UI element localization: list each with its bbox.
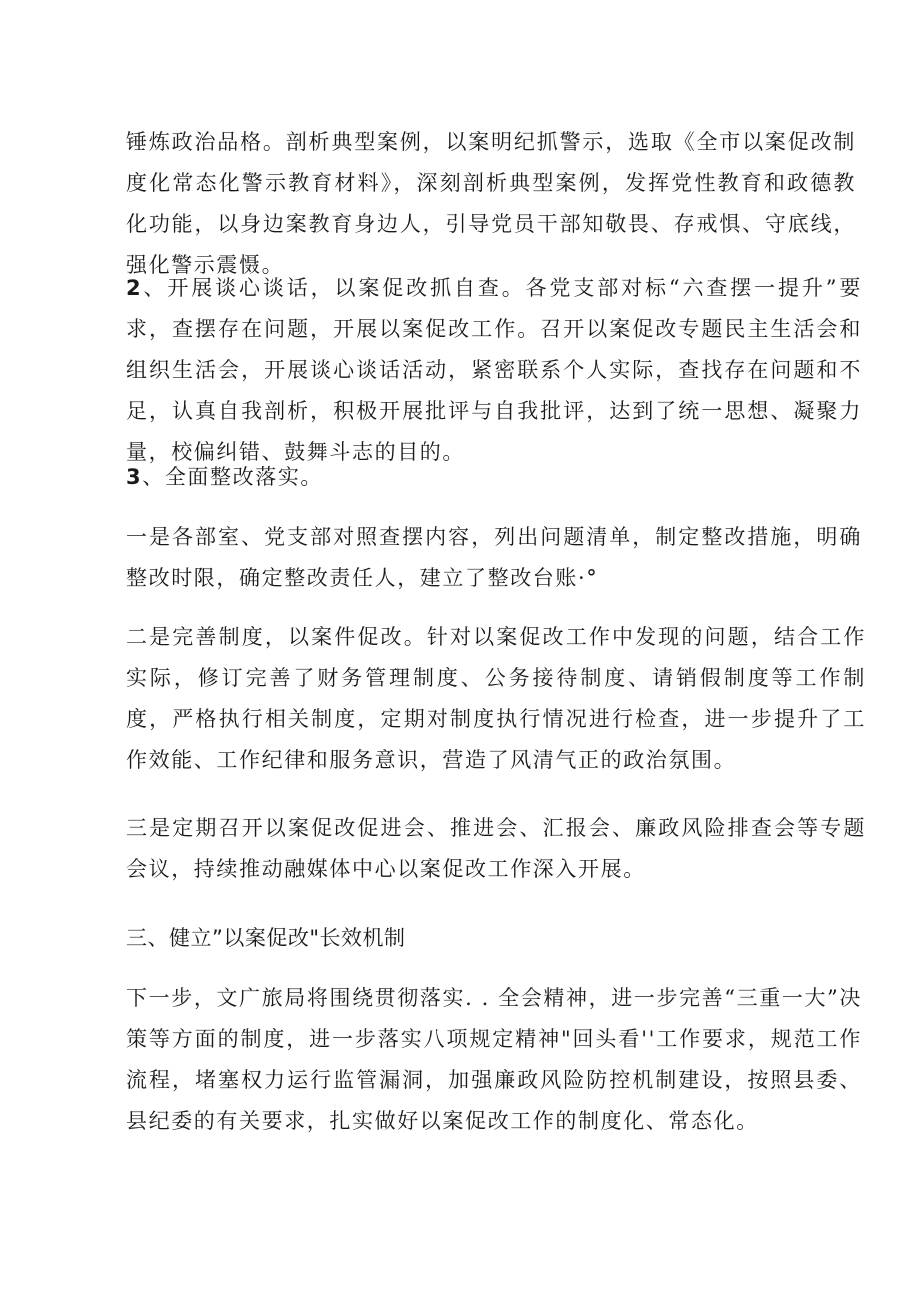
paragraph-1 xyxy=(126,122,856,286)
paragraph-6-text: 三是定期召开以案促改促进会、推进会、汇报会、廉政风险排查会等专题会议，持续推动融媒体中心以案促改工作深入开展。 xyxy=(126,816,866,881)
paragraph-4 xyxy=(126,517,862,599)
paragraph-6 xyxy=(126,808,866,890)
paragraph-2-text: 、开展谈心谈话，以案促改抓自查。各党支部对标“六查摆一提升”要求，查摆存在问题，开展以案促改工作。召开以案促改专题民主生活会和组织生活会，开展谈心谈话活动，紧密联系个人实际，查找存在问题和不足，认真自我剖析，积极开展批评与自我批评，达到了统一思想、凝聚力量，校偏纠错、鼓舞斗志的目的。 xyxy=(126,276,862,464)
paragraph-5-text: 二是完善制度，以案件促改。针对以案促改工作中发现的问题，结合工作实际，修订完善了财务管理制度、公务接待制度、请销假制度等工作制度，严格执行相关制度，定期对制度执行情况进行检查，进一步提升了工作效能、工作纪律和服务意识，营造了风清气正的政治氛围。 xyxy=(126,625,866,772)
paragraph-7 xyxy=(126,978,862,1142)
paragraph-4-text: 一是各部室、党支部对照查摆内容，列出问题清单，制定整改措施，明确整改时限，确定整改责任人，建立了整改台账·° xyxy=(126,525,862,590)
paragraph-2 xyxy=(126,268,862,473)
paragraph-1-text: 锤炼政治品格。剖析典型案例，以案明纪抓警示，选取《全市以案促改制度化常态化警示教育材料》，深刻剖析典型案例，发挥党性教育和政德教化功能，以身边案教育身边人，引导党员干部知敬畏、存戒惧、守底线，强化警示震慑。 xyxy=(126,130,856,277)
paragraph-2-number: 2 xyxy=(126,276,143,300)
paragraph-3-number: 3 xyxy=(126,465,143,489)
paragraph-5 xyxy=(126,617,866,781)
paragraph-3-text: 、全面整改落实。 xyxy=(142,465,324,489)
paragraph-3 xyxy=(126,457,862,498)
paragraph-7-text: 下一步，文广旅局将围绕贯彻落实. . 全会精神，进一步完善“三重一大”决策等方面的制度，进一步落实八项规定精神"回头看''工作要求，规范工作流程，堵塞权力运行监管漏洞，加强廉政风险防控机制建设，按照县委、县纪委的有关要求，扎实做好以案促改工作的制度化、常态化。 xyxy=(126,986,862,1133)
section-heading-3: 三、健立”以案促改"长效机制 xyxy=(126,926,406,950)
